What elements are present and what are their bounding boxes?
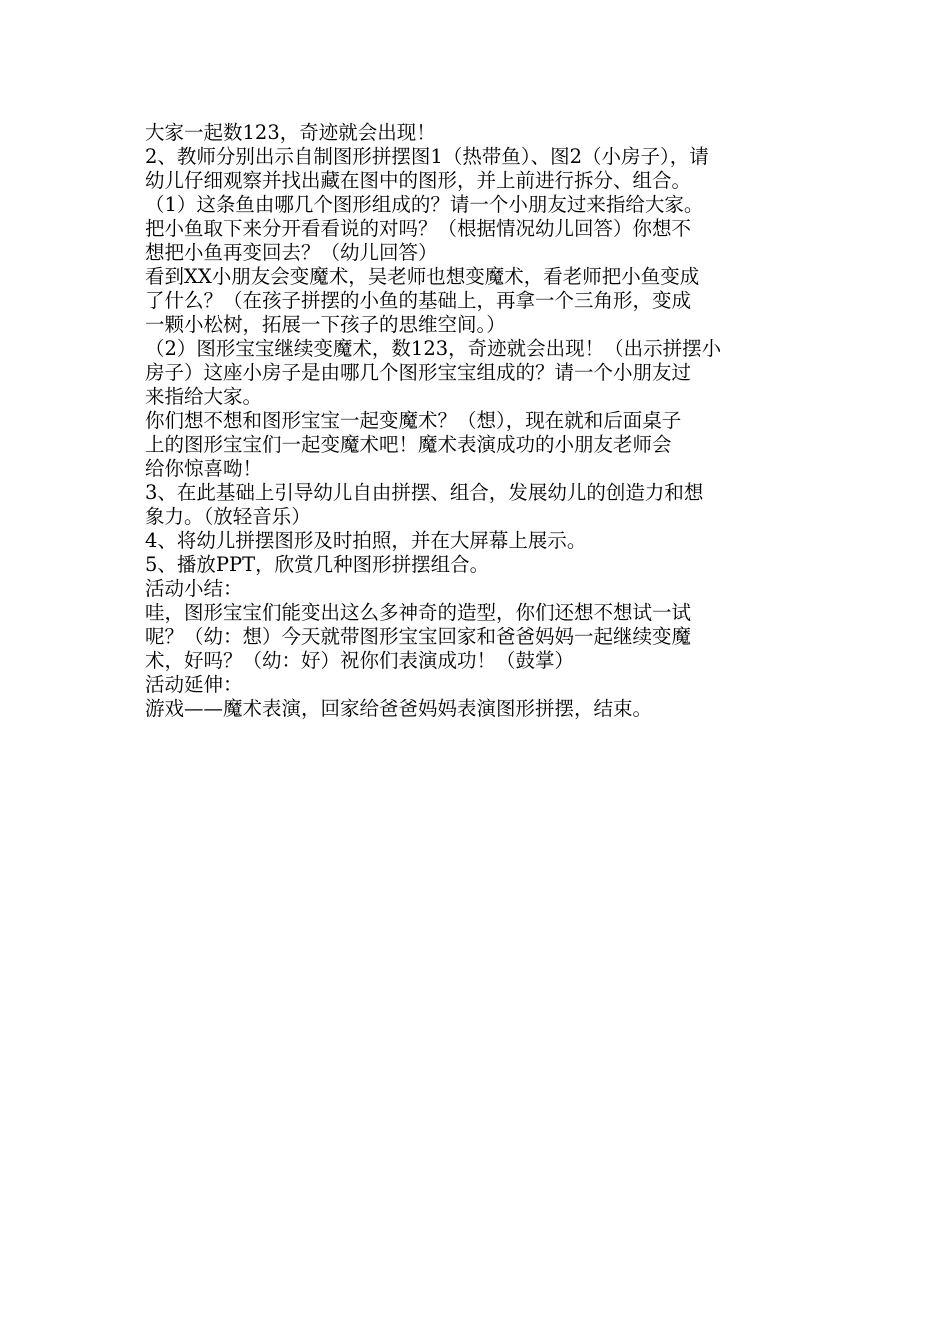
text-line: （1）这条鱼由哪几个图形组成的？请一个小朋友过来指给大家。 [145, 193, 704, 216]
text-line: 一颗小松树，拓展一下孩子的思维空间。） [145, 313, 506, 336]
text-line: （2）图形宝宝继续变魔术，数123，奇迹就会出现！（出示拼摆小 [145, 337, 722, 360]
section-heading: 活动小结： [145, 577, 243, 600]
text-line: 呢？（幼：想）今天就带图形宝宝回家和爸爸妈妈一起继续变魔 [145, 625, 692, 648]
text-line: 术，好吗？（幼：好）祝你们表演成功！（鼓掌） [145, 649, 575, 672]
text-line: 象力。（放轻音乐） [145, 505, 311, 528]
text-line: 4、将幼儿拼摆图形及时拍照，并在大屏幕上展示。 [145, 529, 587, 552]
text-line: 上的图形宝宝们一起变魔术吧！魔术表演成功的小朋友老师会 [145, 433, 672, 456]
text-line: 幼儿仔细观察并找出藏在图中的图形，并上前进行拆分、组合。 [145, 169, 692, 192]
text-line: 来指给大家。 [145, 385, 263, 408]
text-line: 2、教师分别出示自制图形拼摆图1（热带鱼）、图2（小房子），请 [145, 145, 709, 168]
text-line: 了什么？（在孩子拼摆的小鱼的基础上，再拿一个三角形，变成 [145, 289, 692, 312]
text-line: 游戏——魔术表演，回家给爸爸妈妈表演图形拼摆，结束。 [145, 697, 653, 720]
section-heading: 活动延伸： [145, 673, 243, 696]
text-line: 把小鱼取下来分开看看说的对吗？（根据情况幼儿回答）你想不 [145, 217, 692, 240]
text-line: 哇，图形宝宝们能变出这么多神奇的造型，你们还想不想试一试 [145, 601, 692, 624]
text-line: 看到XX小朋友会变魔术，吴老师也想变魔术，看老师把小鱼变成 [145, 265, 700, 288]
text-line: 5、播放PPT，欣赏几种图形拼摆组合。 [145, 553, 490, 576]
text-line: 3、在此基础上引导幼儿自由拼摆、组合，发展幼儿的创造力和想 [145, 481, 704, 504]
text-line: 房子）这座小房子是由哪几个图形宝宝组成的？请一个小朋友过 [145, 361, 692, 384]
text-line: 大家一起数123，奇迹就会出现！ [145, 121, 436, 144]
document-body [145, 121, 815, 721]
text-line: 想把小鱼再变回去？（幼儿回答） [145, 241, 438, 264]
text-line: 给你惊喜呦！ [145, 457, 263, 480]
text-line: 你们想不想和图形宝宝一起变魔术？（想），现在就和后面桌子 [145, 409, 682, 432]
